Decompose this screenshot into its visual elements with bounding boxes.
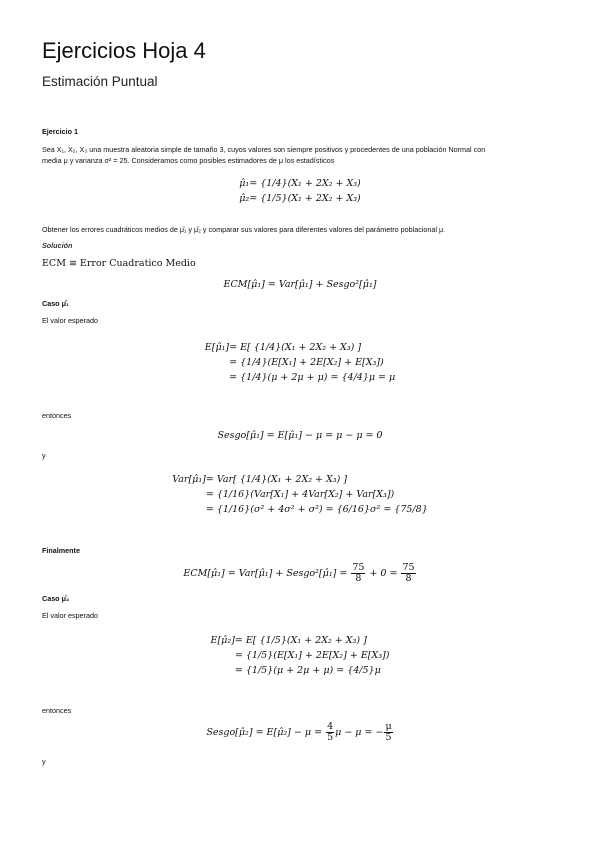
fraction: $\frac{\mu}{5}$ xyxy=(385,721,392,743)
case1-and-label: y xyxy=(42,451,46,460)
eq-lhs xyxy=(211,648,235,663)
case1-bias: Sesgo[μ̂₁] = E[μ̂₁] − μ = μ − μ = 0 xyxy=(217,430,383,441)
statement-line-1: Sea X₁, X₂, X₃ una muestra aleatoria simple de tamaño 3, cuyos valores son siempre positivos y procedentes de una población Normal con xyxy=(42,145,486,154)
case1-ecm: ECM[μ̂₁] = Var[μ̂₁] + Sesgo²[μ̂₁] = $\frac{75}{8}$ + 0 = $\frac{75}{8}$ xyxy=(183,562,415,584)
case1-expected-label: El valor esperado xyxy=(42,316,98,325)
eq-lhs xyxy=(211,663,235,678)
statement-line-2: media μ y varianza σ² = 25. Consideramos como posibles estimadores de μ los estadísticos xyxy=(42,156,335,165)
estimator-rhs: = {1/4}(X₁ + 2X₂ + X₃) xyxy=(249,178,361,189)
eq-lhs xyxy=(172,487,206,502)
estimator-lhs: μ̂₂ xyxy=(239,193,250,204)
eq-rhs: = {1/16}(σ² + 4σ² + σ²) = {6/16}σ² = {75/8} xyxy=(205,504,428,515)
eq-lhs xyxy=(172,502,206,517)
ecm-formula: ECM[μ̂₁] = Var[μ̂₁] + Sesgo²[μ̂₁] xyxy=(223,279,377,290)
eq-rhs: = E[ {1/5}(X₁ + 2X₂ + X₃) ] xyxy=(234,635,367,646)
case1-then-label: entonces xyxy=(42,411,72,420)
estimator-rhs: = {1/5}(X₁ + 2X₂ + X₃) xyxy=(249,193,361,204)
case2-expected-label: El valor esperado xyxy=(42,611,98,620)
case2-label: Caso μ̂₂ xyxy=(42,594,70,603)
eq-lhs: Var[μ̂₁] xyxy=(172,474,206,485)
estimator-2 xyxy=(239,191,361,206)
eq-lhs: E[μ̂₁] xyxy=(204,342,230,353)
page-subtitle: Estimación Puntual xyxy=(42,74,158,89)
finally-label: Finalmente xyxy=(42,546,80,555)
case2-bias: Sesgo[μ̂₂] = E[μ̂₂] − μ = $\frac{4}{5}$ μ − μ = − $\frac{\mu}{5}$ xyxy=(206,721,392,743)
fraction: $\frac{4}{5}$ xyxy=(327,721,334,743)
ecm-definition: ECM ≡ Error Cuadratico Medio xyxy=(42,258,196,269)
case2-and-label: y xyxy=(42,757,46,766)
solution-label: Solución xyxy=(42,241,73,250)
eq-lhs xyxy=(205,355,229,370)
case1-expected-equations xyxy=(0,340,600,385)
eq-rhs: = {1/5}(E[X₁] + 2E[X₂] + E[X₃]) xyxy=(234,650,390,661)
estimators-equations xyxy=(0,176,600,206)
eq-lhs xyxy=(205,370,229,385)
eq-rhs: = Var[ {1/4}(X₁ + 2X₂ + X₃) ] xyxy=(205,474,348,485)
eq-rhs: = {1/16}(Var[X₁] + 4Var[X₂] + Var[X₃]) xyxy=(205,489,395,500)
eq-rhs: = {1/5}(μ + 2μ + μ) = {4/5}μ xyxy=(234,665,381,676)
estimator-1 xyxy=(239,176,361,191)
fraction: $\frac{75}{8}$ xyxy=(402,562,415,584)
exercise-heading: Ejercicio 1 xyxy=(42,127,78,136)
fraction: $\frac{75}{8}$ xyxy=(352,562,365,584)
eq-lhs: E[μ̂₂] xyxy=(210,635,235,646)
eq-rhs: = {1/4}(E[X₁] + 2E[X₂] + E[X₃]) xyxy=(229,357,384,368)
case2-then-label: entonces xyxy=(42,706,72,715)
eq-rhs: = {1/4}(μ + 2μ + μ) = {4/4}μ = μ xyxy=(229,372,396,383)
eq-rhs: = E[ {1/4}(X₁ + 2X₂ + X₃) ] xyxy=(229,342,362,353)
case1-label: Caso μ̂₁ xyxy=(42,299,69,308)
task-text: Obtener los errores cuadráticos medios de μ̂₁ y μ̂₂ y comparar sus valores para diferentes valores del parámetro poblacional μ. xyxy=(42,225,446,234)
case1-variance-equations xyxy=(0,472,600,517)
case2-expected-equations xyxy=(0,633,600,678)
page-title: Ejercicios Hoja 4 xyxy=(42,38,206,63)
estimator-lhs: μ̂₁ xyxy=(239,178,250,189)
